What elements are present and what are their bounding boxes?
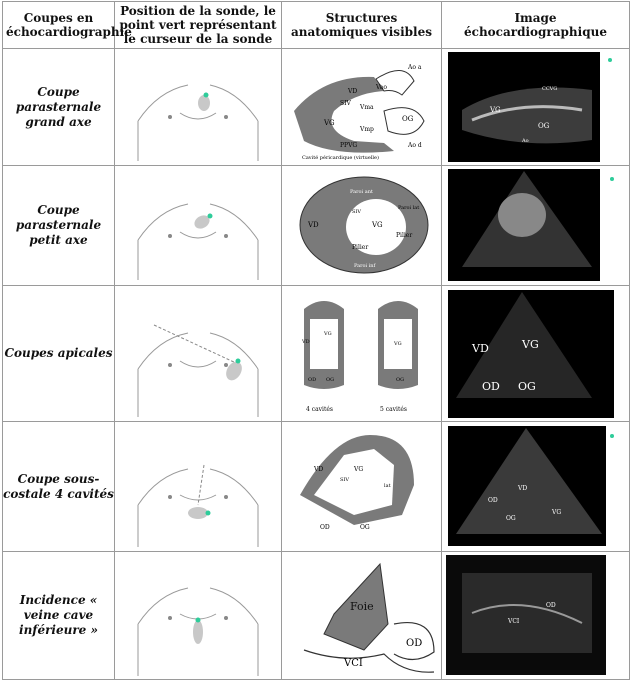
structure-label: SIV [339,100,351,107]
structure-label: VG [323,119,335,127]
echo-image [442,552,630,680]
echo-label: Ao [522,137,529,144]
row-label: Incidence « veine cave inférieure » [3,552,115,680]
header-image: Image échocardiographique [442,2,630,49]
row-label: Coupe parasternale petit axe [3,166,115,286]
row-parasternal-short-axis [3,166,630,286]
row-label: Coupe parasternale grand axe [3,49,115,166]
echo-label: OG [518,379,536,393]
structure-label: VD [301,338,310,345]
echo-image [442,286,630,422]
echo-label: VD [518,484,528,492]
structure-label: Vao [375,84,387,91]
echo-label: VG [490,105,501,114]
row-subcostal [3,422,630,552]
structure-label: OD [307,376,316,383]
echo-image [442,166,630,286]
echo-label: VD [472,341,489,355]
structure-label: OG [325,376,334,383]
echo-label: CCVG [542,85,558,92]
anatomy-diagram [282,286,442,422]
structure-label: Paroi lat [397,204,419,211]
anatomy-diagram [282,422,442,552]
echo-label: VG [552,508,562,516]
structure-label: lat [383,482,391,489]
structure-label: SIV [339,476,349,483]
structure-label: SIV [351,208,361,215]
structure-label: Paroi ant [349,188,373,195]
structure-label: VG [371,220,383,229]
echo-label: OD [488,496,498,504]
row-ivc [3,552,630,680]
row-label: Coupes apicales [3,286,115,422]
echo-label: OD [482,379,500,393]
structure-label: VCI [343,657,363,669]
anatomy-diagram [282,552,442,680]
structure-label: Foie [349,599,374,613]
structure-label: OG [401,115,413,123]
structure-label: PPVG [339,142,357,149]
structure-label: Paroi inf [353,262,375,269]
echo-label: VCI [508,617,520,625]
structure-label: Cavité péricardique (virtuelle) [301,155,379,161]
row-label: Coupe sous-costale 4 cavités [3,422,115,552]
structure-label: 5 cavités [379,405,407,413]
structure-label: Pilier [351,243,368,251]
echo-image [442,422,630,552]
header-position: Position de la sonde, le point vert représentant le curseur de la sonde [115,2,282,49]
echo-label: VG [522,337,539,351]
structure-label: Vma [359,104,374,111]
probe-position-figure [115,286,282,422]
structure-label: Pilier [395,231,412,239]
structure-label: VD [347,88,357,95]
structure-label: Ao d [407,142,422,149]
echo-label: OG [538,121,550,130]
structure-label: OG [359,523,370,531]
row-parasternal-long-axis [3,49,630,166]
probe-position-figure [115,552,282,680]
structure-label: VG [393,340,402,347]
structure-label: OD [405,637,422,649]
structure-label: 4 cavités [305,405,333,413]
header-structures: Structures anatomiques visibles [282,2,442,49]
anatomy-diagram [282,49,442,166]
echo-views-table [2,1,630,680]
structure-label: VD [307,220,319,229]
row-apical [3,286,630,422]
structure-label: VG [353,465,363,473]
anatomy-diagram [282,166,442,286]
structure-label: VD [313,465,323,473]
structure-label: OG [395,376,404,383]
header-row [3,2,630,49]
header-coupes: Coupes en échocardiographie [3,2,115,49]
structure-label: VG [323,330,332,337]
echo-label: OD [546,601,556,609]
structure-label: OD [319,523,330,531]
echo-image [442,49,630,166]
probe-position-figure [115,166,282,286]
structure-label: Ao a [407,64,421,71]
structure-label: Vmp [359,126,374,133]
echo-label: OG [506,514,516,522]
probe-position-figure [115,422,282,552]
probe-position-figure [115,49,282,166]
